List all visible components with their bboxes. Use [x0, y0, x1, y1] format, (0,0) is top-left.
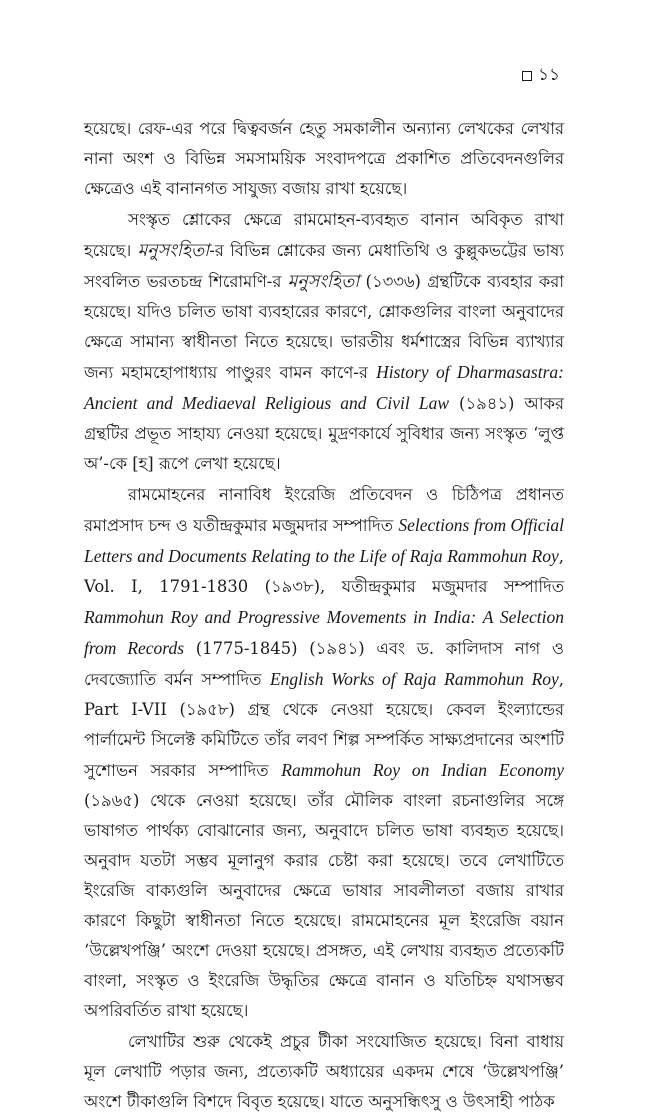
text-run: হয়েছে। রেফ-এর পরে দ্বিত্ববর্জন হেতু সমকালীন অন্যান্য লেখকের লেখার নানা অংশ ও বিভিন্ন সমসাময়িক সংবাদপত্রে প্রকাশিত প্রতিবেদনগুলির ক্ষেত্রেও এই বানানগত সাযুজ্য বজায় রাখা হয়েছে। — [84, 119, 564, 198]
italic-title-indian-economy: Rammohun Roy on Indian Economy — [281, 760, 564, 780]
paragraph-4 — [84, 1027, 564, 1117]
italic-title-manusamhita: মনুসংহিতা — [287, 271, 360, 291]
text-run: রামমোহনের নানাবিধ ইংরেজি প্রতিবেদন ও চিঠিপত্র প্রধানত রমাপ্রসাদ চন্দ ও যতীন্দ্রকুমার মজুমদার সম্পাদিত — [84, 485, 564, 535]
square-box-icon — [522, 71, 532, 81]
italic-title-history-of-dharmasastra: History of Dharmasastra: Ancient and Mediaeval Religious and Civil Law — [84, 362, 564, 413]
italic-title-english-works: English Works of Raja Rammohun Roy — [269, 669, 559, 689]
text-run: , Vol. I, 1791-1830 (১৯৩৮), যতীন্দ্রকুমার মজুমদার সম্পাদিত — [84, 547, 564, 596]
text-run: (1775-1845) (১৯৪১) এবং ড. কালিদাস নাগ ও দেবজ্যোতি বর্মন সম্পাদিত — [84, 639, 564, 689]
italic-title-progressive-movements: Rammohun Roy and Progressive Movements in India: A Selection from Records — [84, 607, 564, 658]
paragraph-1 — [84, 114, 564, 204]
italic-title-manusamhita: মনুসংহিতা — [137, 240, 210, 260]
text-run: (১৯৪১) আকর গ্রন্থটির প্রভূত সাহায্য নেওয়া হয়েছে। মুদ্রণকার্যে সুবিধার জন্য সংস্কৃত ‘লুপ্ত অ’-কে [হ] রূপে লেখা হয়েছে। — [84, 394, 564, 473]
text-run: লেখাটির শুরু থেকেই প্রচুর টীকা সংযোজিত হয়েছে। বিনা বাধায় মূল লেখাটি পড়ার জন্য, প্রত্যেকটি অধ্যায়ের একদম শেষে ‘উল্লেখপঞ্জি’ অংশে টীকাগুলি বিশদে বিবৃত হয়েছে। যাতে অনুসন্ধিৎসু ও উৎসাহী পাঠক — [84, 1032, 564, 1111]
page-number: ১১ — [537, 65, 560, 85]
text-run: (১৯৬৫) থেকে নেওয়া হয়েছে। তাঁর মৌলিক বাংলা রচনাগুলির সঙ্গে ভাষাগত পার্থক্য বোঝানোর জন্য, অনুবাদে চলিত ভাষা ব্যবহৃত হয়েছে। অনুবাদ যতটা সম্ভব মূলানুগ করার চেষ্টা করা হয়েছে। তবে লেখাটিতে ইংরেজি বাক্যগুলি অনুবাদের ক্ষেত্রে ভাষার সাবলীলতা বজায় রাখার কারণে কিছুটা স্বাধীনতা নিতে হয়েছে। রামমোহনের মূল ইংরেজি বয়ান ‘উল্লেখপঞ্জি’ অংশে দেওয়া হয়েছে। প্রসঙ্গত, এই লেখায় ব্যবহৃত প্রত্যেকটি বাংলা, সংস্কৃত ও ইংরেজি উদ্ধৃতির ক্ষেত্রে বানান ও যতিচিহ্ন যথাসম্ভব অপরিবর্তিত রাখা হয়েছে। — [84, 791, 564, 1020]
text-run: , Part I-VII (১৯৫৮) গ্রন্থ থেকে নেওয়া হয়েছে। কেবল ইংল্যান্ডের পার্লামেন্ট সিলেক্ট কমিটিতে তাঁর লবণ শিল্প সম্পর্কিত সাক্ষ্যপ্রদানের অংশটি সুশোভন সরকার সম্পাদিত — [84, 670, 564, 780]
paragraph-3 — [84, 480, 564, 1026]
paragraph-2 — [84, 205, 564, 479]
body-text — [84, 114, 564, 1117]
page-header — [522, 62, 560, 90]
text-run: (১৩৩৬) গ্রন্থটিকে ব্যবহার করা হয়েছে। যদিও চলিত ভাষা ব্যবহারের কারণে, শ্লোকগুলির বাংলা অনুবাদের ক্ষেত্রে সামান্য স্বাধীনতা নিতে হয়েছে। ভারতীয় ধর্মশাস্ত্রের বিভিন্ন ব্যাখ্যার জন্য মহামহোপাধ্যায় পাণ্ডুরং বামন কাণে-র — [84, 272, 564, 382]
italic-title-selections: Selections from Official Letters and Documents Relating to the Life of Raja Rammohun Roy — [84, 515, 564, 566]
text-run: -র বিভিন্ন শ্লোকের জন্য মেধাতিথি ও কুল্লুকভট্টের ভাষ্য সংবলিত ভরতচন্দ্র শিরোমণি-র — [84, 241, 565, 291]
text-run: সংস্কৃত শ্লোকের ক্ষেত্রে রামমোহন-ব্যবহৃত বানান অবিকৃত রাখা হয়েছে। — [84, 210, 564, 260]
